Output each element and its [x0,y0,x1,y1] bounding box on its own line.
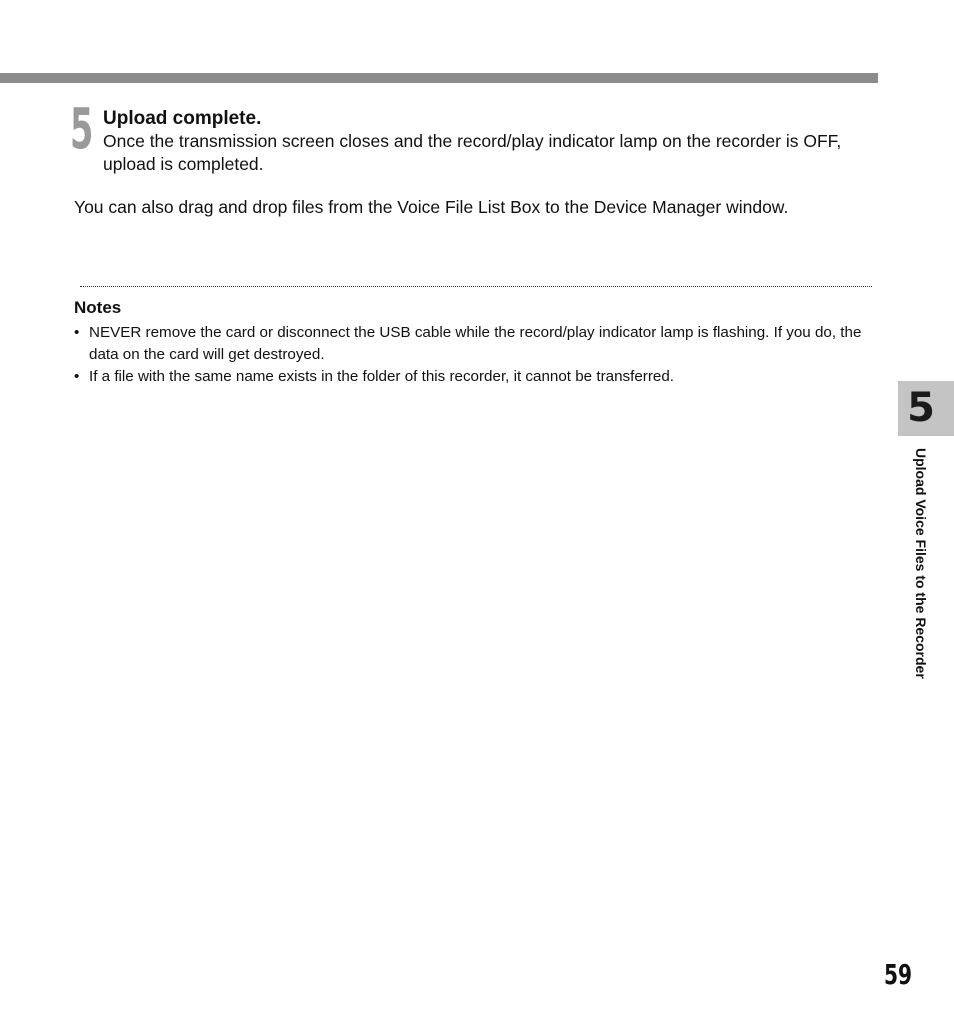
step-description: Once the transmission screen closes and the record/play indicator lamp on the recorder is OFF, upload is completed. [103,131,842,174]
notes-heading: Notes [74,298,122,317]
note-text: If a file with the same name exists in the folder of this recorder, it cannot be transferred. [89,368,675,385]
header-rule [0,73,878,83]
chapter-number: 5 [907,385,935,431]
notes-list [74,322,882,388]
note-item [74,366,882,388]
step-title: Upload complete. [103,108,262,129]
chapter-tab [898,381,954,436]
bullet-icon: • [74,324,80,341]
chapter-caption: Upload Voice Files to the Recorder [913,448,929,679]
note-item [74,322,882,366]
page-number: 59 [884,958,913,991]
step-number: 5 [70,97,94,162]
drag-drop-tip: You can also drag and drop files from the Voice File List Box to the Device Manager window. [74,197,789,217]
notes-divider [80,286,872,287]
note-text: NEVER remove the card or disconnect the USB cable while the record/play indicator lamp is flashing. If you do, the data on the card will get destroyed. [89,324,862,363]
bullet-icon: • [74,368,80,385]
